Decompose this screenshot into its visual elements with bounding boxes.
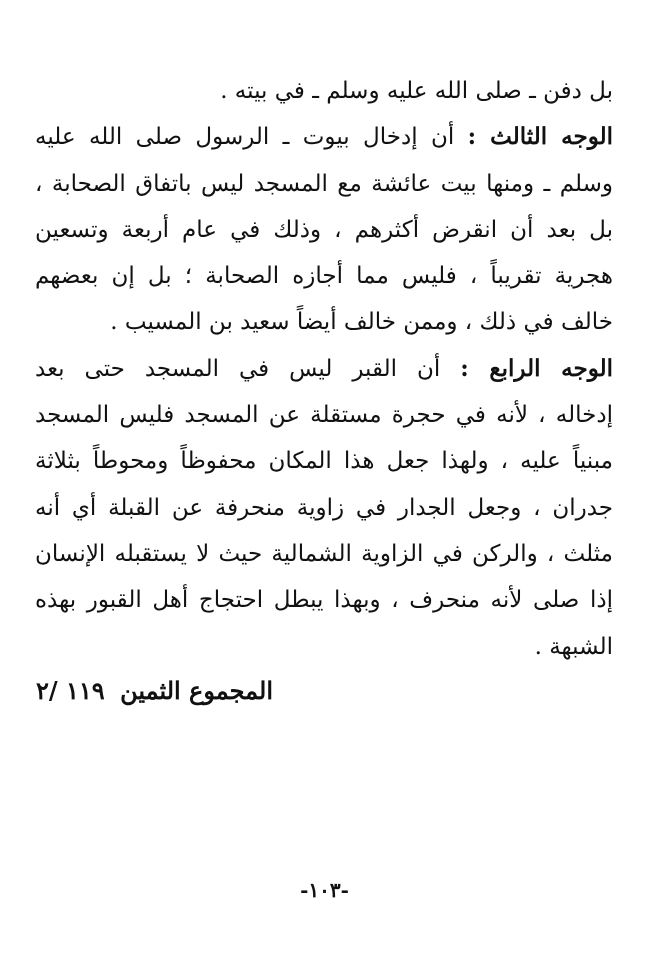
text-line-9 xyxy=(35,438,613,484)
text-line-4 xyxy=(35,207,613,253)
line-7-text: أن القبر ليس في المسجد حتى بعد xyxy=(35,355,441,382)
line-10-text: جدران ، وجعل الجدار في زاوية منحرفة عن القبلة أي أنه xyxy=(35,494,613,521)
reference-title: المجموع الثمين xyxy=(120,676,273,705)
text-line-1 xyxy=(35,68,613,114)
line-4-text: بل بعد أن انقرض أكثرهم ، وذلك في عام أربعة وتسعين xyxy=(35,216,613,243)
text-line-3 xyxy=(35,161,613,207)
text-line-13 xyxy=(35,624,613,670)
line-9-text: مبنياً عليه ، ولهذا جعل هذا المكان محفوظاً ومحوطاً بثلاثة xyxy=(35,448,613,475)
line-6-text: خالف في ذلك ، وممن خالف أيضاً سعيد بن المسيب . xyxy=(110,309,613,336)
reference-citation: ١١٩ /٢ xyxy=(36,676,105,705)
text-line-5 xyxy=(35,253,613,299)
text-line-11 xyxy=(35,531,613,577)
line-1-text: بل دفن ـ صلى الله عليه وسلم ـ في بيته . xyxy=(220,78,613,104)
body-text xyxy=(35,68,613,670)
page-number: -١٠٣- xyxy=(300,878,349,902)
text-line-12 xyxy=(35,577,613,623)
text-line-2 xyxy=(35,114,613,160)
line-12-text: إذا صلى لأنه منحرف ، وبهذا يبطل احتجاج أهل القبور بهذه xyxy=(35,587,613,614)
line-8-text: إدخاله ، لأنه في حجرة مستقلة عن المسجد فليس المسجد xyxy=(35,402,613,429)
text-line-8 xyxy=(35,392,613,438)
line-2-text: أن إدخال بيوت ـ الرسول صلى الله عليه xyxy=(35,124,455,151)
line-11-text: مثلث ، والركن في الزاوية الشمالية حيث لا يستقبله الإنسان xyxy=(35,540,613,567)
section-heading-third: الوجه الثالث : xyxy=(467,123,613,151)
line-3-text: وسلم ـ ومنها بيت عائشة مع المسجد ليس باتفاق الصحابة ، xyxy=(35,170,613,197)
line-13-text: الشبهة . xyxy=(534,633,613,660)
text-line-10 xyxy=(35,485,613,531)
line-5-text: هجرية تقريباً ، فليس مما أجازه الصحابة ؛ بل إن بعضهم xyxy=(35,263,613,290)
text-line-7 xyxy=(35,346,613,392)
text-line-6 xyxy=(35,299,613,345)
section-heading-fourth: الوجه الرابع : xyxy=(460,354,613,382)
